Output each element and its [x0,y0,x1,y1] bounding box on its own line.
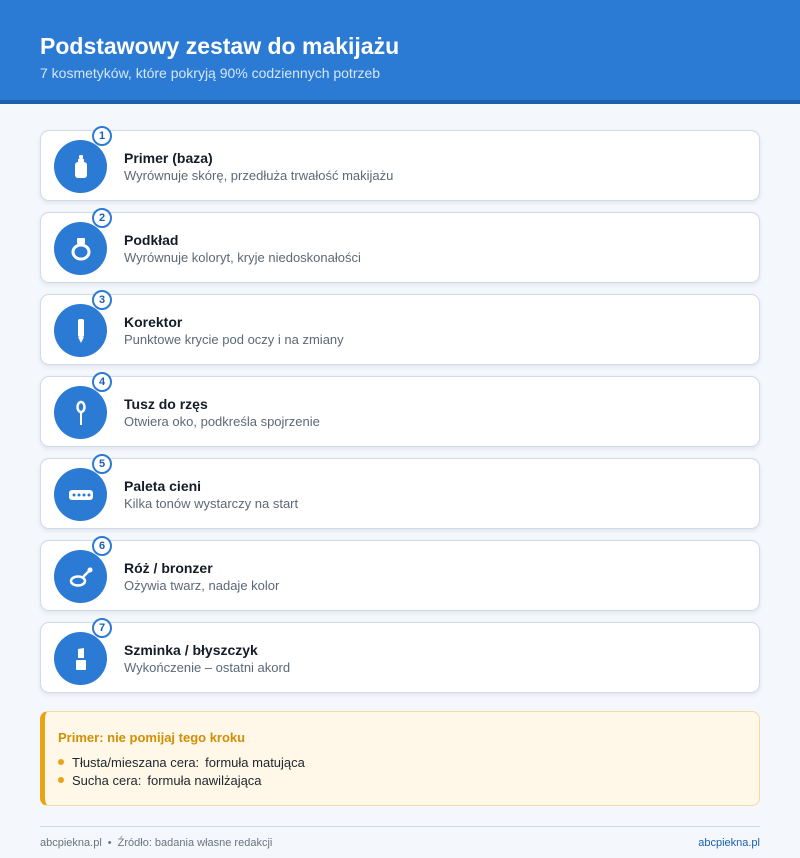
item-description: Punktowe krycie pod oczy i na zmiany [124,332,344,347]
item-title: Podkład [124,232,179,248]
item-number-badge: 5 [92,454,112,474]
tip-point-label: Sucha cera: [72,773,142,788]
item-description: Kilka tonów wystarczy na start [124,496,299,511]
concealer-pen-icon [67,317,95,345]
item-title: Paleta cieni [124,478,202,494]
item-number-badge: 4 [92,372,112,392]
icon-circle [54,222,107,275]
item-description: Wykończenie – ostatni akord [124,660,291,675]
icon-circle [54,140,107,193]
tip-point [58,754,759,772]
header [0,0,800,104]
foundation-bottle-icon [67,235,95,263]
list-item [40,540,760,611]
footer-separator: • [107,837,112,849]
bullet-dot-icon [58,759,64,765]
item-description: Otwiera oko, podkreśla spojrzenie [124,414,320,429]
list-item [40,294,760,365]
tip-title: Primer: nie pomijaj tego kroku [58,730,246,745]
tip-box [40,711,760,806]
tip-point-label: Tłusta/mieszana cera: [72,755,200,770]
blush-brush-icon [67,563,95,591]
footer [40,837,760,849]
tip-point-value: formuła nawilżająca [147,773,262,788]
icon-circle [54,632,107,685]
list-item [40,458,760,529]
list-item [40,130,760,201]
tip-point [58,772,759,790]
item-description: Wyrównuje koloryt, kryje niedoskonałości [124,250,361,265]
eyeshadow-palette-icon [66,481,96,509]
lipstick-icon [67,645,95,673]
primer-bottle-icon [67,153,95,181]
item-number-badge: 6 [92,536,112,556]
item-title: Primer (baza) [124,150,213,166]
list-item [40,376,760,447]
item-number-badge: 7 [92,618,112,638]
footer-source: Źródło: badania własne redakcji [117,837,273,849]
page-title: Podstawowy zestaw do makijażu [40,33,400,59]
item-description: Wyrównuje skórę, przedłuża trwałość makijażu [124,168,394,183]
item-title: Szminka / błyszczyk [124,642,258,658]
item-number-badge: 3 [92,290,112,310]
list-item [40,212,760,283]
footer-site-link[interactable]: abcpiekna.pl [698,837,760,849]
icon-circle [54,386,107,439]
list-item [40,622,760,693]
product-list [40,130,760,704]
icon-circle [54,468,107,521]
tip-point-value: formuła matująca [205,755,305,770]
item-description: Ożywia twarz, nadaje kolor [124,578,280,593]
item-number-badge: 2 [92,208,112,228]
icon-circle [54,550,107,603]
page-subtitle: 7 kosmetyków, które pokryją 90% codziennych potrzeb [40,65,381,81]
item-title: Korektor [124,314,183,330]
footer-divider [40,826,760,827]
footer-site[interactable]: abcpiekna.pl [40,837,102,849]
mascara-wand-icon [67,399,95,427]
tip-list [58,754,759,790]
item-title: Róż / bronzer [124,560,213,576]
icon-circle [54,304,107,357]
bullet-dot-icon [58,777,64,783]
item-title: Tusz do rzęs [124,396,208,412]
item-number-badge: 1 [92,126,112,146]
